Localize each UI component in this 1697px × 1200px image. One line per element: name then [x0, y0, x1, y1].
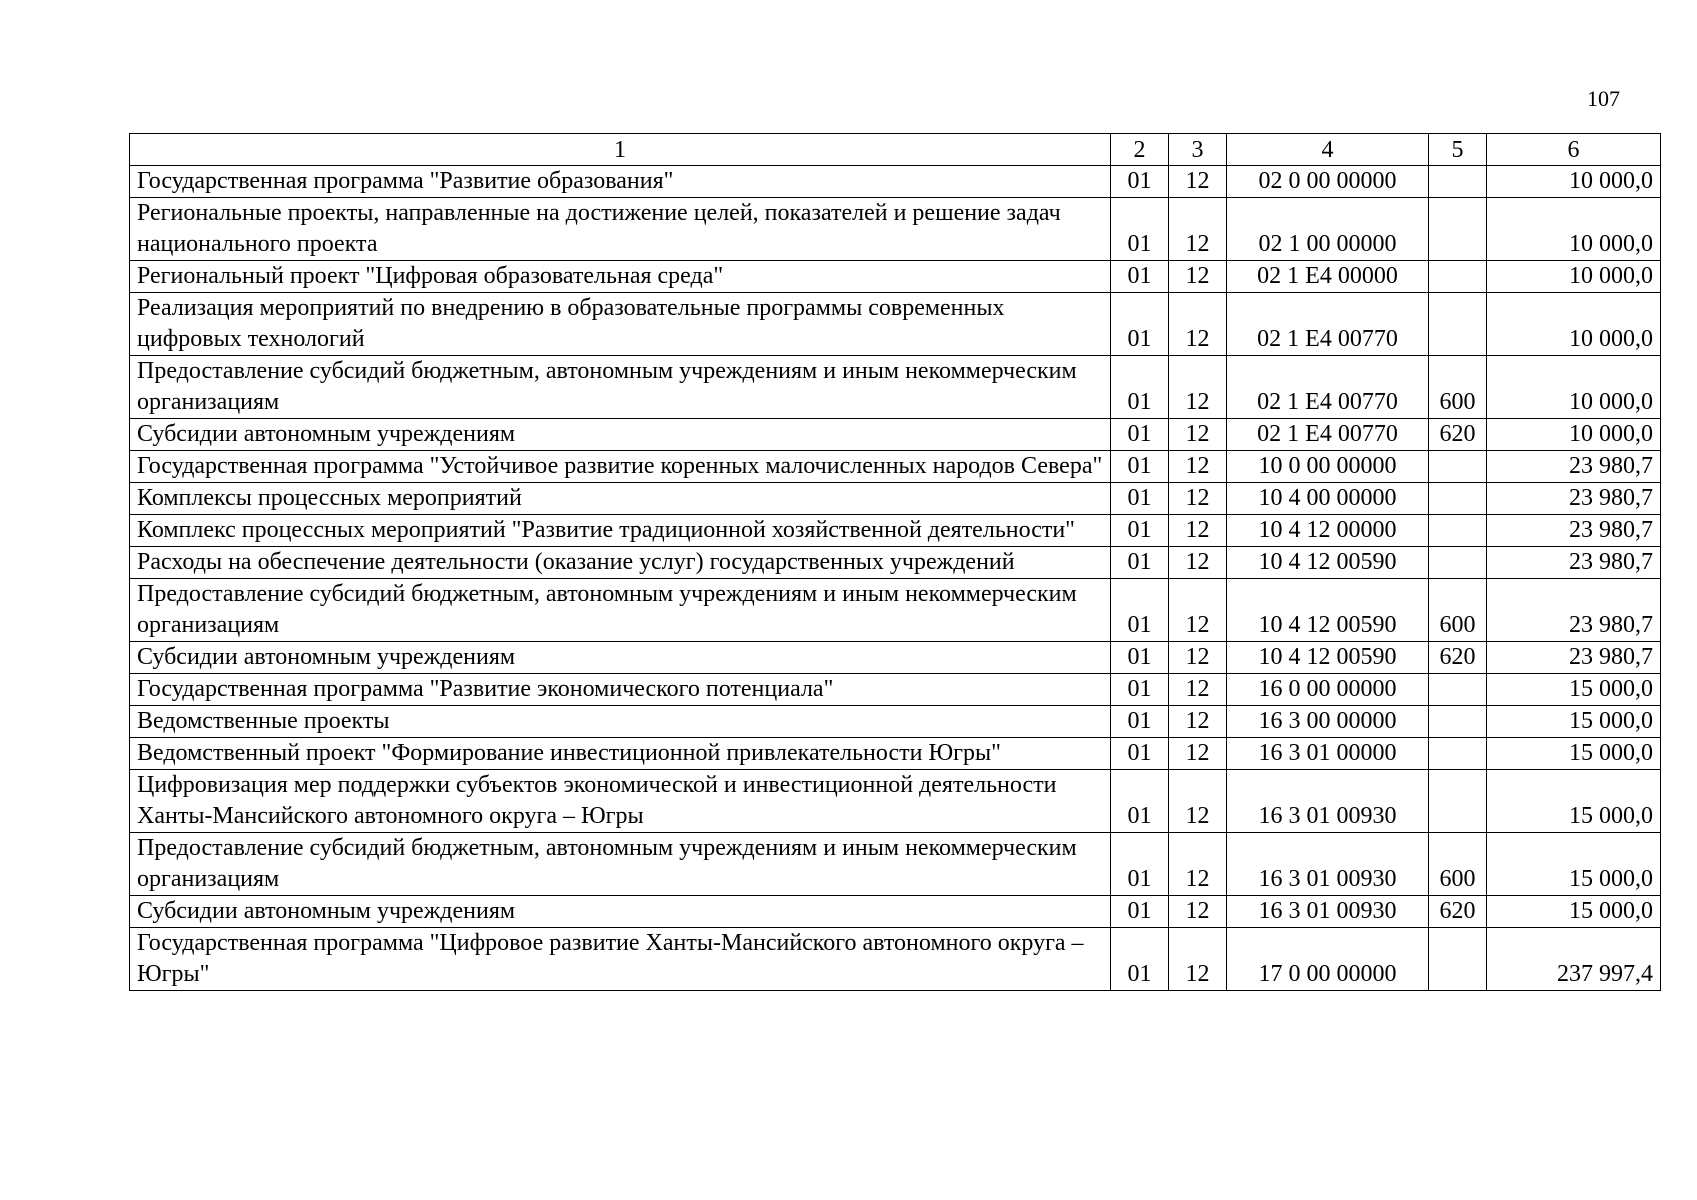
page-number: 107: [1587, 86, 1620, 111]
row-subsection-cell: 12: [1169, 483, 1227, 515]
table-row: [130, 833, 1661, 896]
row-target-article-cell: 10 4 12 00590: [1227, 579, 1429, 642]
row-expense-type-cell: [1429, 198, 1487, 261]
row-expense-type-cell: [1429, 451, 1487, 483]
row-subsection-cell: 12: [1169, 547, 1227, 579]
row-expense-type-cell: [1429, 166, 1487, 198]
row-expense-type-cell: [1429, 261, 1487, 293]
row-section-cell: 01: [1111, 706, 1169, 738]
row-name-cell: Предоставление субсидий бюджетным, автономным учреждениям и иным некоммерческим организациям: [130, 833, 1111, 896]
budget-table: [129, 133, 1661, 991]
row-subsection-cell: 12: [1169, 770, 1227, 833]
table-row: [130, 738, 1661, 770]
row-section-cell: 01: [1111, 674, 1169, 706]
row-name-cell: Государственная программа "Развитие образования": [130, 166, 1111, 198]
row-name-cell: Реализация мероприятий по внедрению в образовательные программы современных цифровых технологий: [130, 293, 1111, 356]
row-target-article-cell: 16 0 00 00000: [1227, 674, 1429, 706]
row-amount-cell: 15 000,0: [1487, 833, 1661, 896]
row-target-article-cell: 10 4 12 00590: [1227, 642, 1429, 674]
row-name-cell: Региональные проекты, направленные на достижение целей, показателей и решение задач национального проекта: [130, 198, 1111, 261]
row-target-article-cell: 10 4 12 00000: [1227, 515, 1429, 547]
table-row: [130, 515, 1661, 547]
row-subsection-cell: 12: [1169, 419, 1227, 451]
row-amount-cell: 15 000,0: [1487, 770, 1661, 833]
row-expense-type-cell: [1429, 770, 1487, 833]
row-subsection-cell: 12: [1169, 166, 1227, 198]
table-row: [130, 706, 1661, 738]
row-name-cell: Комплекс процессных мероприятий "Развитие традиционной хозяйственной деятельности": [130, 515, 1111, 547]
row-amount-cell: 10 000,0: [1487, 356, 1661, 419]
table-row: [130, 293, 1661, 356]
row-expense-type-cell: [1429, 706, 1487, 738]
table-row: [130, 483, 1661, 515]
row-subsection-cell: 12: [1169, 293, 1227, 356]
row-subsection-cell: 12: [1169, 738, 1227, 770]
row-subsection-cell: 12: [1169, 674, 1227, 706]
table-row: [130, 674, 1661, 706]
table-body: [130, 166, 1661, 991]
row-expense-type-cell: 600: [1429, 579, 1487, 642]
row-section-cell: 01: [1111, 896, 1169, 928]
row-target-article-cell: 16 3 01 00930: [1227, 833, 1429, 896]
row-name-cell: Региональный проект "Цифровая образовательная среда": [130, 261, 1111, 293]
row-name-cell: Государственная программа "Развитие экономического потенциала": [130, 674, 1111, 706]
row-amount-cell: 15 000,0: [1487, 674, 1661, 706]
row-expense-type-cell: [1429, 483, 1487, 515]
row-name-cell: Субсидии автономным учреждениям: [130, 419, 1111, 451]
table-row: [130, 579, 1661, 642]
row-section-cell: 01: [1111, 515, 1169, 547]
table-row: [130, 419, 1661, 451]
table-row: [130, 770, 1661, 833]
row-target-article-cell: 02 1 Е4 00770: [1227, 356, 1429, 419]
row-amount-cell: 23 980,7: [1487, 451, 1661, 483]
row-section-cell: 01: [1111, 928, 1169, 991]
table-row: [130, 198, 1661, 261]
row-subsection-cell: 12: [1169, 642, 1227, 674]
row-target-article-cell: 16 3 01 00930: [1227, 770, 1429, 833]
row-subsection-cell: 12: [1169, 451, 1227, 483]
row-section-cell: 01: [1111, 419, 1169, 451]
row-section-cell: 01: [1111, 293, 1169, 356]
row-amount-cell: 10 000,0: [1487, 293, 1661, 356]
row-section-cell: 01: [1111, 356, 1169, 419]
row-target-article-cell: 02 0 00 00000: [1227, 166, 1429, 198]
row-target-article-cell: 10 4 00 00000: [1227, 483, 1429, 515]
row-section-cell: 01: [1111, 198, 1169, 261]
row-section-cell: 01: [1111, 642, 1169, 674]
row-expense-type-cell: 620: [1429, 896, 1487, 928]
column-header-subsection: 3: [1169, 134, 1227, 166]
row-section-cell: 01: [1111, 261, 1169, 293]
row-target-article-cell: 17 0 00 00000: [1227, 928, 1429, 991]
row-subsection-cell: 12: [1169, 515, 1227, 547]
row-name-cell: Предоставление субсидий бюджетным, автономным учреждениям и иным некоммерческим организациям: [130, 579, 1111, 642]
row-amount-cell: 23 980,7: [1487, 483, 1661, 515]
row-name-cell: Государственная программа "Цифровое развитие Ханты-Мансийского автономного округа – Югры": [130, 928, 1111, 991]
row-section-cell: 01: [1111, 451, 1169, 483]
row-name-cell: Комплексы процессных мероприятий: [130, 483, 1111, 515]
row-name-cell: Ведомственный проект "Формирование инвестиционной привлекательности Югры": [130, 738, 1111, 770]
row-subsection-cell: 12: [1169, 896, 1227, 928]
row-name-cell: Субсидии автономным учреждениям: [130, 896, 1111, 928]
row-name-cell: Цифровизация мер поддержки субъектов экономической и инвестиционной деятельности Ханты-Мансийского автономного округа – Югры: [130, 770, 1111, 833]
row-name-cell: Субсидии автономным учреждениям: [130, 642, 1111, 674]
row-section-cell: 01: [1111, 483, 1169, 515]
row-amount-cell: 10 000,0: [1487, 261, 1661, 293]
row-target-article-cell: 02 1 00 00000: [1227, 198, 1429, 261]
table-header: [130, 134, 1661, 166]
column-header-name: 1: [130, 134, 1111, 166]
row-name-cell: Расходы на обеспечение деятельности (оказание услуг) государственных учреждений: [130, 547, 1111, 579]
table-row: [130, 928, 1661, 991]
table-row: [130, 642, 1661, 674]
row-subsection-cell: 12: [1169, 706, 1227, 738]
row-expense-type-cell: [1429, 547, 1487, 579]
row-target-article-cell: 02 1 Е4 00000: [1227, 261, 1429, 293]
row-expense-type-cell: 620: [1429, 642, 1487, 674]
table-row: [130, 451, 1661, 483]
row-name-cell: Государственная программа "Устойчивое развитие коренных малочисленных народов Севера": [130, 451, 1111, 483]
row-target-article-cell: 02 1 Е4 00770: [1227, 293, 1429, 356]
column-header-section: 2: [1111, 134, 1169, 166]
row-target-article-cell: 16 3 00 00000: [1227, 706, 1429, 738]
row-target-article-cell: 10 0 00 00000: [1227, 451, 1429, 483]
row-amount-cell: 10 000,0: [1487, 166, 1661, 198]
row-name-cell: Предоставление субсидий бюджетным, автономным учреждениям и иным некоммерческим организациям: [130, 356, 1111, 419]
row-amount-cell: 23 980,7: [1487, 547, 1661, 579]
column-header-expense-type: 5: [1429, 134, 1487, 166]
table-row: [130, 547, 1661, 579]
row-expense-type-cell: [1429, 674, 1487, 706]
row-expense-type-cell: [1429, 738, 1487, 770]
row-amount-cell: 15 000,0: [1487, 738, 1661, 770]
column-header-amount: 6: [1487, 134, 1661, 166]
row-subsection-cell: 12: [1169, 356, 1227, 419]
row-subsection-cell: 12: [1169, 261, 1227, 293]
row-section-cell: 01: [1111, 738, 1169, 770]
row-subsection-cell: 12: [1169, 833, 1227, 896]
row-expense-type-cell: [1429, 928, 1487, 991]
row-expense-type-cell: 620: [1429, 419, 1487, 451]
row-amount-cell: 15 000,0: [1487, 706, 1661, 738]
row-expense-type-cell: 600: [1429, 356, 1487, 419]
row-amount-cell: 23 980,7: [1487, 642, 1661, 674]
row-name-cell: Ведомственные проекты: [130, 706, 1111, 738]
row-amount-cell: 10 000,0: [1487, 419, 1661, 451]
table-row: [130, 896, 1661, 928]
table-row: [130, 356, 1661, 419]
row-expense-type-cell: [1429, 293, 1487, 356]
row-section-cell: 01: [1111, 579, 1169, 642]
row-amount-cell: 10 000,0: [1487, 198, 1661, 261]
row-section-cell: 01: [1111, 166, 1169, 198]
row-subsection-cell: 12: [1169, 579, 1227, 642]
row-section-cell: 01: [1111, 833, 1169, 896]
row-target-article-cell: 16 3 01 00930: [1227, 896, 1429, 928]
column-header-target-article: 4: [1227, 134, 1429, 166]
row-amount-cell: 15 000,0: [1487, 896, 1661, 928]
row-expense-type-cell: [1429, 515, 1487, 547]
row-target-article-cell: 10 4 12 00590: [1227, 547, 1429, 579]
row-subsection-cell: 12: [1169, 928, 1227, 991]
row-amount-cell: 23 980,7: [1487, 579, 1661, 642]
row-amount-cell: 23 980,7: [1487, 515, 1661, 547]
row-expense-type-cell: 600: [1429, 833, 1487, 896]
row-amount-cell: 237 997,4: [1487, 928, 1661, 991]
header-row: [130, 134, 1661, 166]
row-section-cell: 01: [1111, 547, 1169, 579]
row-section-cell: 01: [1111, 770, 1169, 833]
row-target-article-cell: 02 1 Е4 00770: [1227, 419, 1429, 451]
row-target-article-cell: 16 3 01 00000: [1227, 738, 1429, 770]
row-subsection-cell: 12: [1169, 198, 1227, 261]
table-row: [130, 166, 1661, 198]
table-row: [130, 261, 1661, 293]
